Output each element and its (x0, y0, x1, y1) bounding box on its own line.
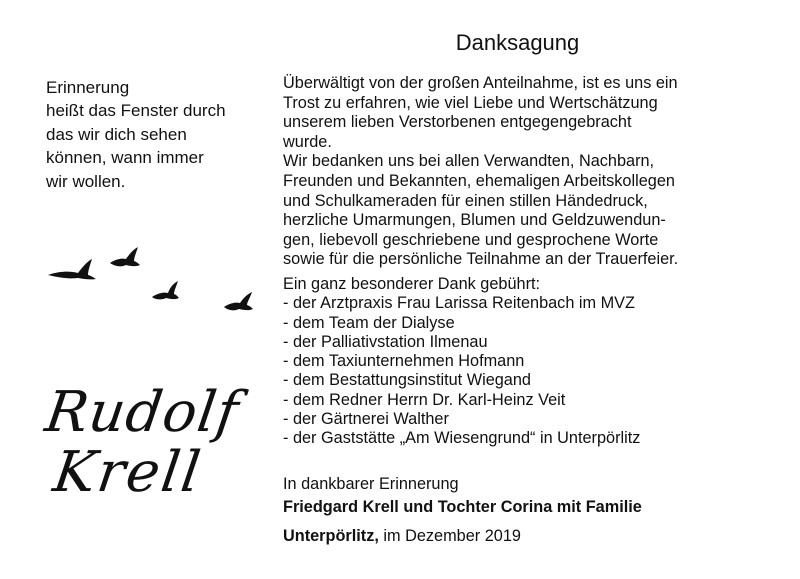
poem-line: können, wann immer (46, 148, 204, 168)
list-item: - dem Bestattungsinstitut Wiegand (283, 371, 531, 390)
body-line: wurde. (283, 132, 332, 151)
family-names: Friedgard Krell und Tochter Corina mit Familie (283, 498, 642, 516)
poem-line: Erinnerung (46, 78, 130, 97)
place-date (283, 527, 521, 546)
body-line: und Schulkameraden für einen stillen Händedruck, (283, 191, 648, 210)
poem-line: wir wollen. (46, 171, 126, 191)
thanks-list (283, 275, 640, 449)
signature-first-name: Rudolf (41, 380, 244, 445)
goose-icon (224, 292, 253, 310)
list-item: - der Gärtnerei Walther (283, 410, 449, 429)
body-line: sowie für die persönliche Teilnahme an der Trauerfeier. (283, 250, 679, 269)
body-text (283, 74, 783, 270)
body-line: Wir bedanken uns bei allen Verwandten, Nachbarn, (283, 152, 655, 171)
poem-line: heißt das Fenster durch (46, 101, 226, 121)
poem (46, 76, 226, 193)
signature-last-name: Krell (49, 440, 207, 505)
body-line: Überwältigt von der großen Anteilnahme, ist es uns ein (283, 74, 678, 92)
flying-geese-icon (40, 245, 270, 325)
list-item: - dem Redner Herrn Dr. Karl-Heinz Veit (283, 390, 566, 409)
body-line: Freunden und Bekannten, ehemaligen Arbeitskollegen (283, 171, 675, 190)
goose-icon (110, 247, 140, 266)
date: im Dezember 2019 (378, 527, 521, 545)
body-line: unserem lieben Verstorbenen entgegengebracht (283, 113, 632, 132)
list-item: - der Gaststätte „Am Wiesengrund“ in Unterpörlitz (283, 429, 641, 448)
body-line: gen, liebevoll geschriebene und gesprochene Worte (283, 230, 659, 249)
closing-line: In dankbarer Erinnerung (283, 475, 459, 493)
goose-icon (152, 281, 179, 299)
goose-icon (48, 259, 96, 279)
body-line: herzliche Umarmungen, Blumen und Geldzuwendun- (283, 211, 666, 230)
signature (41, 380, 244, 520)
page-title: Danksagung (455, 30, 580, 55)
list-item: - der Arztpraxis Frau Larissa Reitenbach im MVZ (283, 294, 635, 313)
list-item: - dem Team der Dialyse (283, 313, 455, 332)
poem-line: das wir dich sehen (46, 124, 187, 144)
body-line: Trost zu erfahren, wie viel Liebe und Wertschätzung (283, 93, 658, 112)
place: Unterpörlitz, (283, 527, 379, 545)
closing (283, 473, 642, 519)
list-item: - dem Taxiunternehmen Hofmann (283, 352, 525, 371)
list-item: - der Palliativstation Ilmenau (283, 332, 488, 351)
thanks-intro: Ein ganz besonderer Dank gebührt: (283, 275, 541, 293)
